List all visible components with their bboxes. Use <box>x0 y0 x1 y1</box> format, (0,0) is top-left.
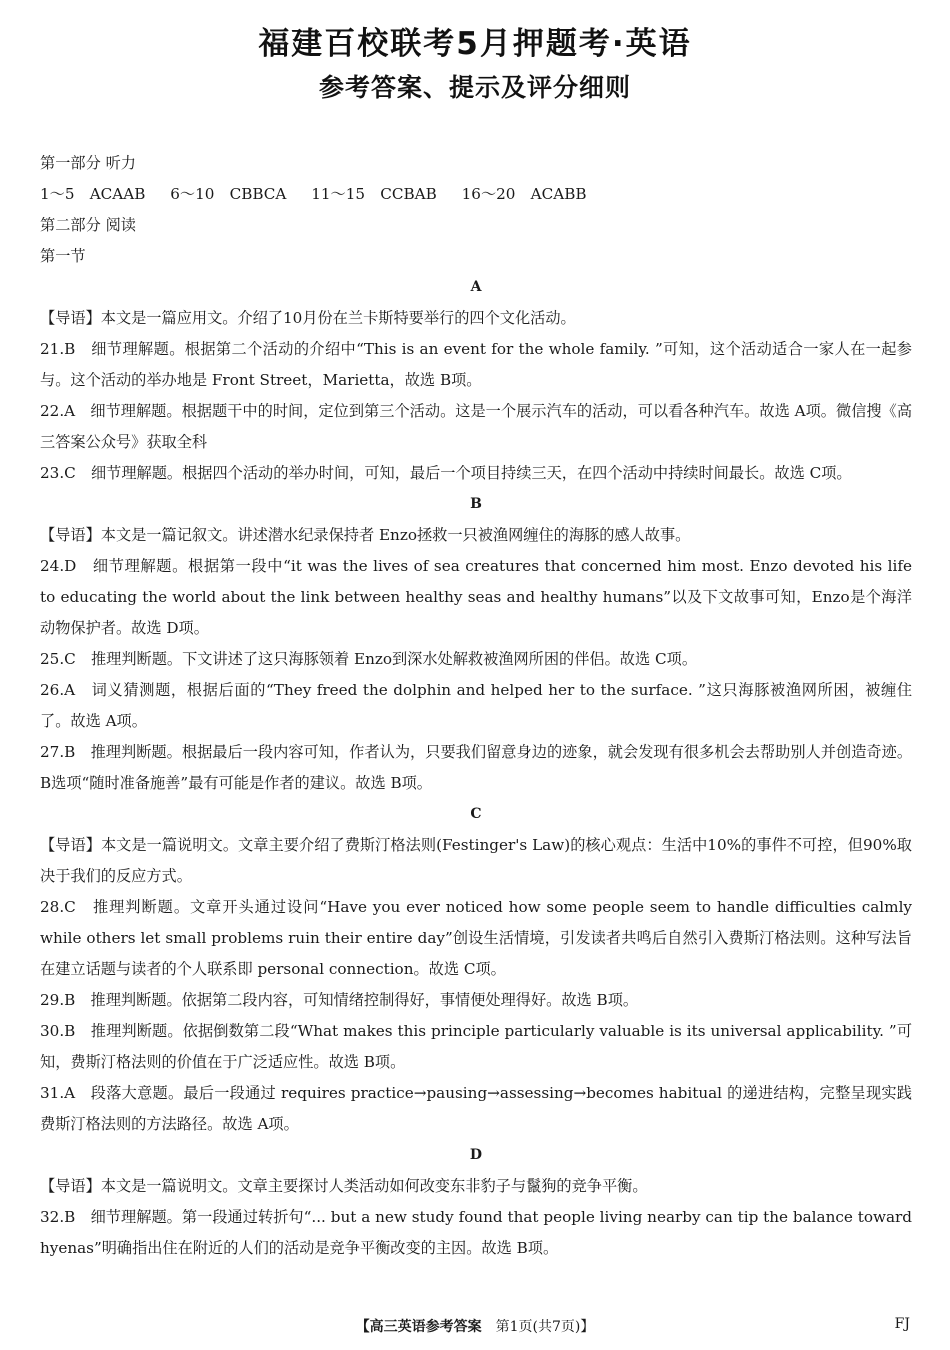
part1-heading: 第一部分 听力 <box>40 154 136 172</box>
footer-code: FJ <box>894 1316 910 1332</box>
passage-intro: 【导语】本文是一篇应用文。介绍了10月份在兰卡斯特要举行的四个文化活动。 <box>40 309 576 327</box>
answer-item <box>40 458 912 489</box>
answer-explanation: 推理判断题。依据第二段内容，可知情绪控制得好，事情便处理得好。故选 B项。 <box>90 991 639 1009</box>
answer-number: 29.B <box>40 991 76 1009</box>
answer-number: 23.C <box>40 464 76 482</box>
answer-item <box>40 1202 912 1264</box>
answer-explanation: 推理判断题。根据最后一段内容可知，作者认为，只要我们留意身边的迹象，就会发现有很多机会去帮助别人并创造奇迹。B选项“随时准备施善”最有可能是作者的建议。故选 B项。 <box>40 743 913 792</box>
answer-number: 21.B <box>40 340 76 358</box>
answer-item <box>40 737 912 799</box>
passage-intro: 【导语】本文是一篇说明文。文章主要探讨人类活动如何改变东非豹子与鬣狗的竞争平衡。 <box>40 1177 648 1195</box>
footer-label: 【高三英语参考答案 <box>355 1319 482 1335</box>
passage-letter: B <box>470 496 482 512</box>
passage-letter: C <box>470 806 482 822</box>
listening-key-group: 1～5 ACAAB <box>40 185 146 203</box>
passage-letter: A <box>470 279 482 295</box>
answer-number: 32.B <box>40 1208 76 1226</box>
answer-item <box>40 675 912 737</box>
answer-content <box>40 148 912 1264</box>
part2-heading: 第二部分 阅读 <box>40 216 136 234</box>
page-footer <box>0 1316 950 1336</box>
answer-item <box>40 892 912 985</box>
answer-item <box>40 1078 912 1140</box>
answer-explanation: 推理判断题。依据倒数第二段“What makes this principle particularly valuable is its universal applicability. ”可知，费斯汀格法则的价值在于广泛适应性。故选 B项。 <box>40 1022 913 1071</box>
answer-item <box>40 334 912 396</box>
answer-item <box>40 985 912 1016</box>
answer-number: 27.B <box>40 743 76 761</box>
footer-page-number: 第1页(共7页)】 <box>495 1319 595 1335</box>
passage-letter: D <box>469 1147 483 1163</box>
answer-explanation: 词义猜测题，根据后面的“They freed the dolphin and helped her to the surface. ”这只海豚被渔网所困，被缠住了。故选 A项。 <box>40 681 913 730</box>
page-title: 福建百校联考5月押题考·英语 <box>258 26 692 62</box>
answer-number: 22.A <box>40 402 76 420</box>
answer-number: 28.C <box>40 898 76 916</box>
listening-key-group: 6～10 CBBCA <box>170 185 287 203</box>
answer-number: 25.C <box>40 650 76 668</box>
answer-explanation: 细节理解题。根据题干中的时间，定位到第三个活动。这是一个展示汽车的活动，可以看各种汽车。故选 A项。微信搜《高三答案公众号》获取全科 <box>40 402 913 451</box>
answer-number: 26.A <box>40 681 76 699</box>
page-subtitle: 参考答案、提示及评分细则 <box>318 73 631 102</box>
passage-intro: 【导语】本文是一篇记叙文。讲述潜水纪录保持者 Enzo拯救一只被渔网缠住的海豚的感人故事。 <box>40 526 691 544</box>
answer-item <box>40 1016 912 1078</box>
answer-explanation: 细节理解题。根据第一段中“it was the lives of sea creatures that concerned him most. Enzo devoted his life to educating the world about the link between healthy seas and healthy humans”以及下文故事可知，Enzo是个海洋动物保护者。故选 D项。 <box>40 557 912 637</box>
passage-intro: 【导语】本文是一篇说明文。文章主要介绍了费斯汀格法则(Festinger's Law)的核心观点：生活中10%的事件不可控，但90%取决于我们的反应方式。 <box>40 836 912 885</box>
listening-key-group: 16～20 ACABB <box>461 185 587 203</box>
answer-item <box>40 551 912 644</box>
answer-explanation: 细节理解题。根据第二个活动的介绍中“This is an event for the whole family. ”可知，这个活动适合一家人在一起参与。这个活动的举办地是 Front Street，Marietta，故选 B项。 <box>40 340 912 389</box>
section-heading: 第一节 <box>40 247 86 265</box>
listening-key-group: 11～15 CCBAB <box>311 185 437 203</box>
answer-explanation: 段落大意题。最后一段通过 requires practice→pausing→assessing→becomes habitual 的递进结构，完整呈现实践费斯汀格法则的方法路径。故选 A项。 <box>40 1084 912 1133</box>
answer-explanation: 推理判断题。下文讲述了这只海豚领着 Enzo到深水处解救被渔网所困的伴侣。故选 C项。 <box>90 650 698 668</box>
answer-explanation: 细节理解题。根据四个活动的举办时间，可知，最后一个项目持续三天，在四个活动中持续时间最长。故选 C项。 <box>90 464 852 482</box>
answer-explanation: 推理判断题。文章开头通过设问“Have you ever noticed how some people seem to handle difficulties calmly while others let small problems ruin their entire day”创设生活情境，引发读者共鸣后自然引入费斯汀格法则。这种写法旨在建立话题与读者的个人联系即 personal connection。故选 C项。 <box>40 898 913 978</box>
listening-keys <box>40 179 912 210</box>
answer-number: 30.B <box>40 1022 76 1040</box>
answer-explanation: 细节理解题。第一段通过转折句“... but a new study found that people living nearby can tip the balance toward hyenas”明确指出住在附近的人们的活动是竞争平衡改变的主因。故选 B项。 <box>40 1208 912 1257</box>
answer-number: 31.A <box>40 1084 76 1102</box>
answer-number: 24.D <box>40 557 77 575</box>
answer-item <box>40 644 912 675</box>
answer-item <box>40 396 912 458</box>
